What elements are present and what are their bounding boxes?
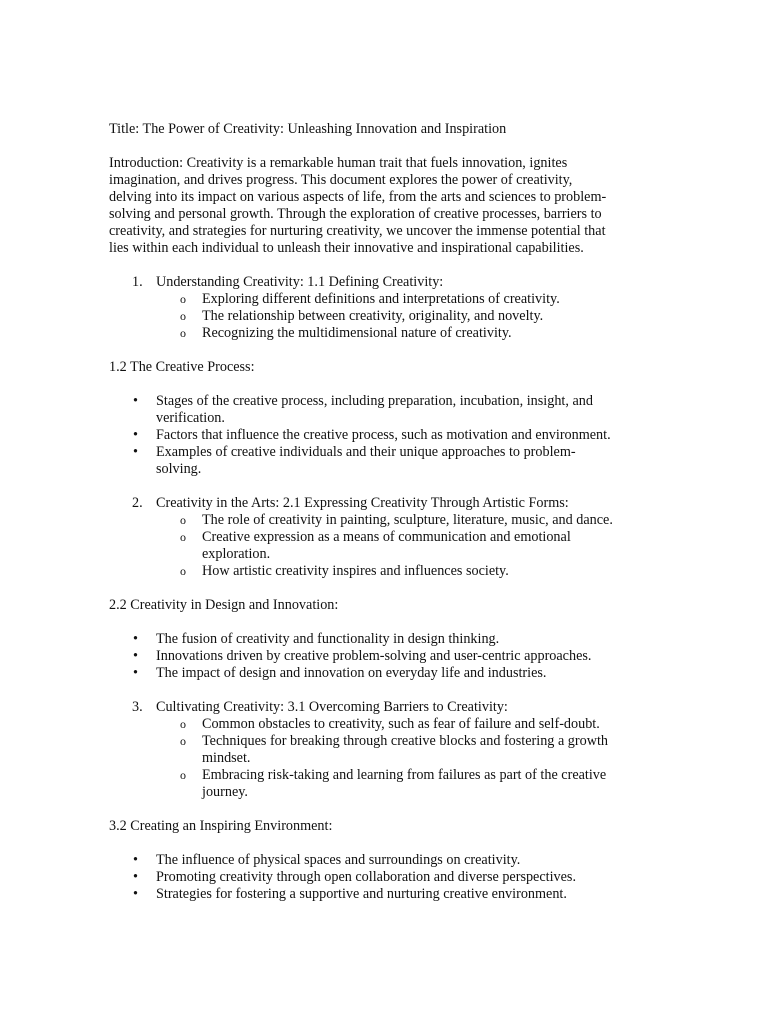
sub-list-item-text: Exploring different definitions and interpretations of creativity. xyxy=(202,291,560,307)
document-body xyxy=(109,121,659,903)
bullet-dot: • xyxy=(133,852,138,868)
bullet-text: The fusion of creativity and functionality in design thinking. xyxy=(156,631,500,647)
bullet-item xyxy=(109,886,659,903)
sub-list-item-text: Embracing risk-taking and learning from failures as part of the creative xyxy=(202,767,607,783)
bullet-item xyxy=(109,648,659,665)
bullet-item xyxy=(109,869,659,886)
sub-list-item-text: The relationship between creativity, originality, and novelty. xyxy=(202,308,544,324)
sub-list-item-text: journey. xyxy=(202,784,248,800)
intro-line: Introduction: Creativity is a remarkable human trait that fuels innovation, ignites xyxy=(109,155,568,171)
sub-list-item-text: Recognizing the multidimensional nature of creativity. xyxy=(202,325,512,341)
spacer xyxy=(109,138,659,155)
circle-bullet: o xyxy=(180,513,186,527)
bullet-text: Examples of creative individuals and their unique approaches to problem- xyxy=(156,444,576,460)
circle-bullet: o xyxy=(180,530,186,544)
bullet-item xyxy=(109,444,659,461)
spacer xyxy=(109,801,659,818)
list-number: 1. xyxy=(132,274,143,290)
section-1-title: Understanding Creativity: 1.1 Defining Creativity: xyxy=(156,274,444,290)
sub-list-item xyxy=(109,716,659,733)
sub-list-item xyxy=(109,308,659,325)
intro-line: delving into its impact on various aspects of life, from the arts and sciences to problem- xyxy=(109,189,607,205)
bullet-dot: • xyxy=(133,444,138,460)
intro-line: imagination, and drives progress. This document explores the power of creativity, xyxy=(109,172,573,188)
spacer xyxy=(109,342,659,359)
intro-line: creativity, and strategies for nurturing creativity, we uncover the immense potential that xyxy=(109,223,606,239)
sub-list-item xyxy=(109,529,659,546)
spacer xyxy=(109,478,659,495)
sub-list-item-text: exploration. xyxy=(202,546,271,562)
list-number: 2. xyxy=(132,495,143,511)
intro-line: solving and personal growth. Through the exploration of creative processes, barriers to xyxy=(109,206,602,222)
bullet-text: Factors that influence the creative process, such as motivation and environment. xyxy=(156,427,611,443)
sub-list-item-text: The role of creativity in painting, sculpture, literature, music, and dance. xyxy=(202,512,613,528)
bullet-dot: • xyxy=(133,427,138,443)
spacer xyxy=(109,835,659,852)
bullet-dot: • xyxy=(133,393,138,409)
spacer xyxy=(109,257,659,274)
circle-bullet: o xyxy=(180,309,186,323)
bullet-item xyxy=(109,665,659,682)
bullet-continuation xyxy=(109,461,659,478)
circle-bullet: o xyxy=(180,768,186,782)
bullet-item xyxy=(109,852,659,869)
bullet-text: Strategies for fostering a supportive and nurturing creative environment. xyxy=(156,886,567,902)
section-2-2-heading: 2.2 Creativity in Design and Innovation: xyxy=(109,597,339,613)
bullet-continuation xyxy=(109,410,659,427)
sub-list-item xyxy=(109,563,659,580)
bullet-item xyxy=(109,393,659,410)
spacer xyxy=(109,614,659,631)
intro-line: lies within each individual to unleash their innovative and inspirational capabilities. xyxy=(109,240,584,256)
section-1-heading xyxy=(109,274,659,291)
list-number: 3. xyxy=(132,699,143,715)
bullet-dot: • xyxy=(133,648,138,664)
sub-list-item xyxy=(109,325,659,342)
sub-list-item-text: Techniques for breaking through creative blocks and fostering a growth xyxy=(202,733,608,749)
sub-list-continuation xyxy=(109,784,659,801)
sub-list-item xyxy=(109,291,659,308)
section-3-2-heading: 3.2 Creating an Inspiring Environment: xyxy=(109,818,333,834)
sub-list-item-text: How artistic creativity inspires and influences society. xyxy=(202,563,509,579)
section-2-title: Creativity in the Arts: 2.1 Expressing Creativity Through Artistic Forms: xyxy=(156,495,569,511)
circle-bullet: o xyxy=(180,564,186,578)
bullet-text: Promoting creativity through open collaboration and diverse perspectives. xyxy=(156,869,576,885)
bullet-dot: • xyxy=(133,869,138,885)
circle-bullet: o xyxy=(180,292,186,306)
sub-list-continuation xyxy=(109,546,659,563)
bullet-dot: • xyxy=(133,665,138,681)
section-1-2-heading: 1.2 The Creative Process: xyxy=(109,359,255,375)
bullet-text: The impact of design and innovation on everyday life and industries. xyxy=(156,665,547,681)
bullet-text: The influence of physical spaces and surroundings on creativity. xyxy=(156,852,521,868)
sub-list-item-text: Creative expression as a means of communication and emotional xyxy=(202,529,571,545)
document-title: Title: The Power of Creativity: Unleashing Innovation and Inspiration xyxy=(109,121,507,137)
spacer xyxy=(109,580,659,597)
bullet-dot: • xyxy=(133,886,138,902)
bullet-text: Innovations driven by creative problem-solving and user-centric approaches. xyxy=(156,648,592,664)
circle-bullet: o xyxy=(180,734,186,748)
bullet-text: Stages of the creative process, including preparation, incubation, insight, and xyxy=(156,393,593,409)
circle-bullet: o xyxy=(180,717,186,731)
bullet-item xyxy=(109,427,659,444)
introduction-paragraph xyxy=(109,155,659,257)
bullet-text: verification. xyxy=(156,410,225,426)
circle-bullet: o xyxy=(180,326,186,340)
sub-list-item-text: Common obstacles to creativity, such as fear of failure and self-doubt. xyxy=(202,716,600,732)
sub-list-item xyxy=(109,512,659,529)
section-2-heading xyxy=(109,495,659,512)
bullet-item xyxy=(109,631,659,648)
bullet-dot: • xyxy=(133,631,138,647)
spacer xyxy=(109,376,659,393)
sub-list-item xyxy=(109,767,659,784)
bullet-text: solving. xyxy=(156,461,202,477)
sub-list-item-text: mindset. xyxy=(202,750,251,766)
section-3-title: Cultivating Creativity: 3.1 Overcoming Barriers to Creativity: xyxy=(156,699,508,715)
sub-list-continuation xyxy=(109,750,659,767)
spacer xyxy=(109,682,659,699)
section-3-heading xyxy=(109,699,659,716)
sub-list-item xyxy=(109,733,659,750)
